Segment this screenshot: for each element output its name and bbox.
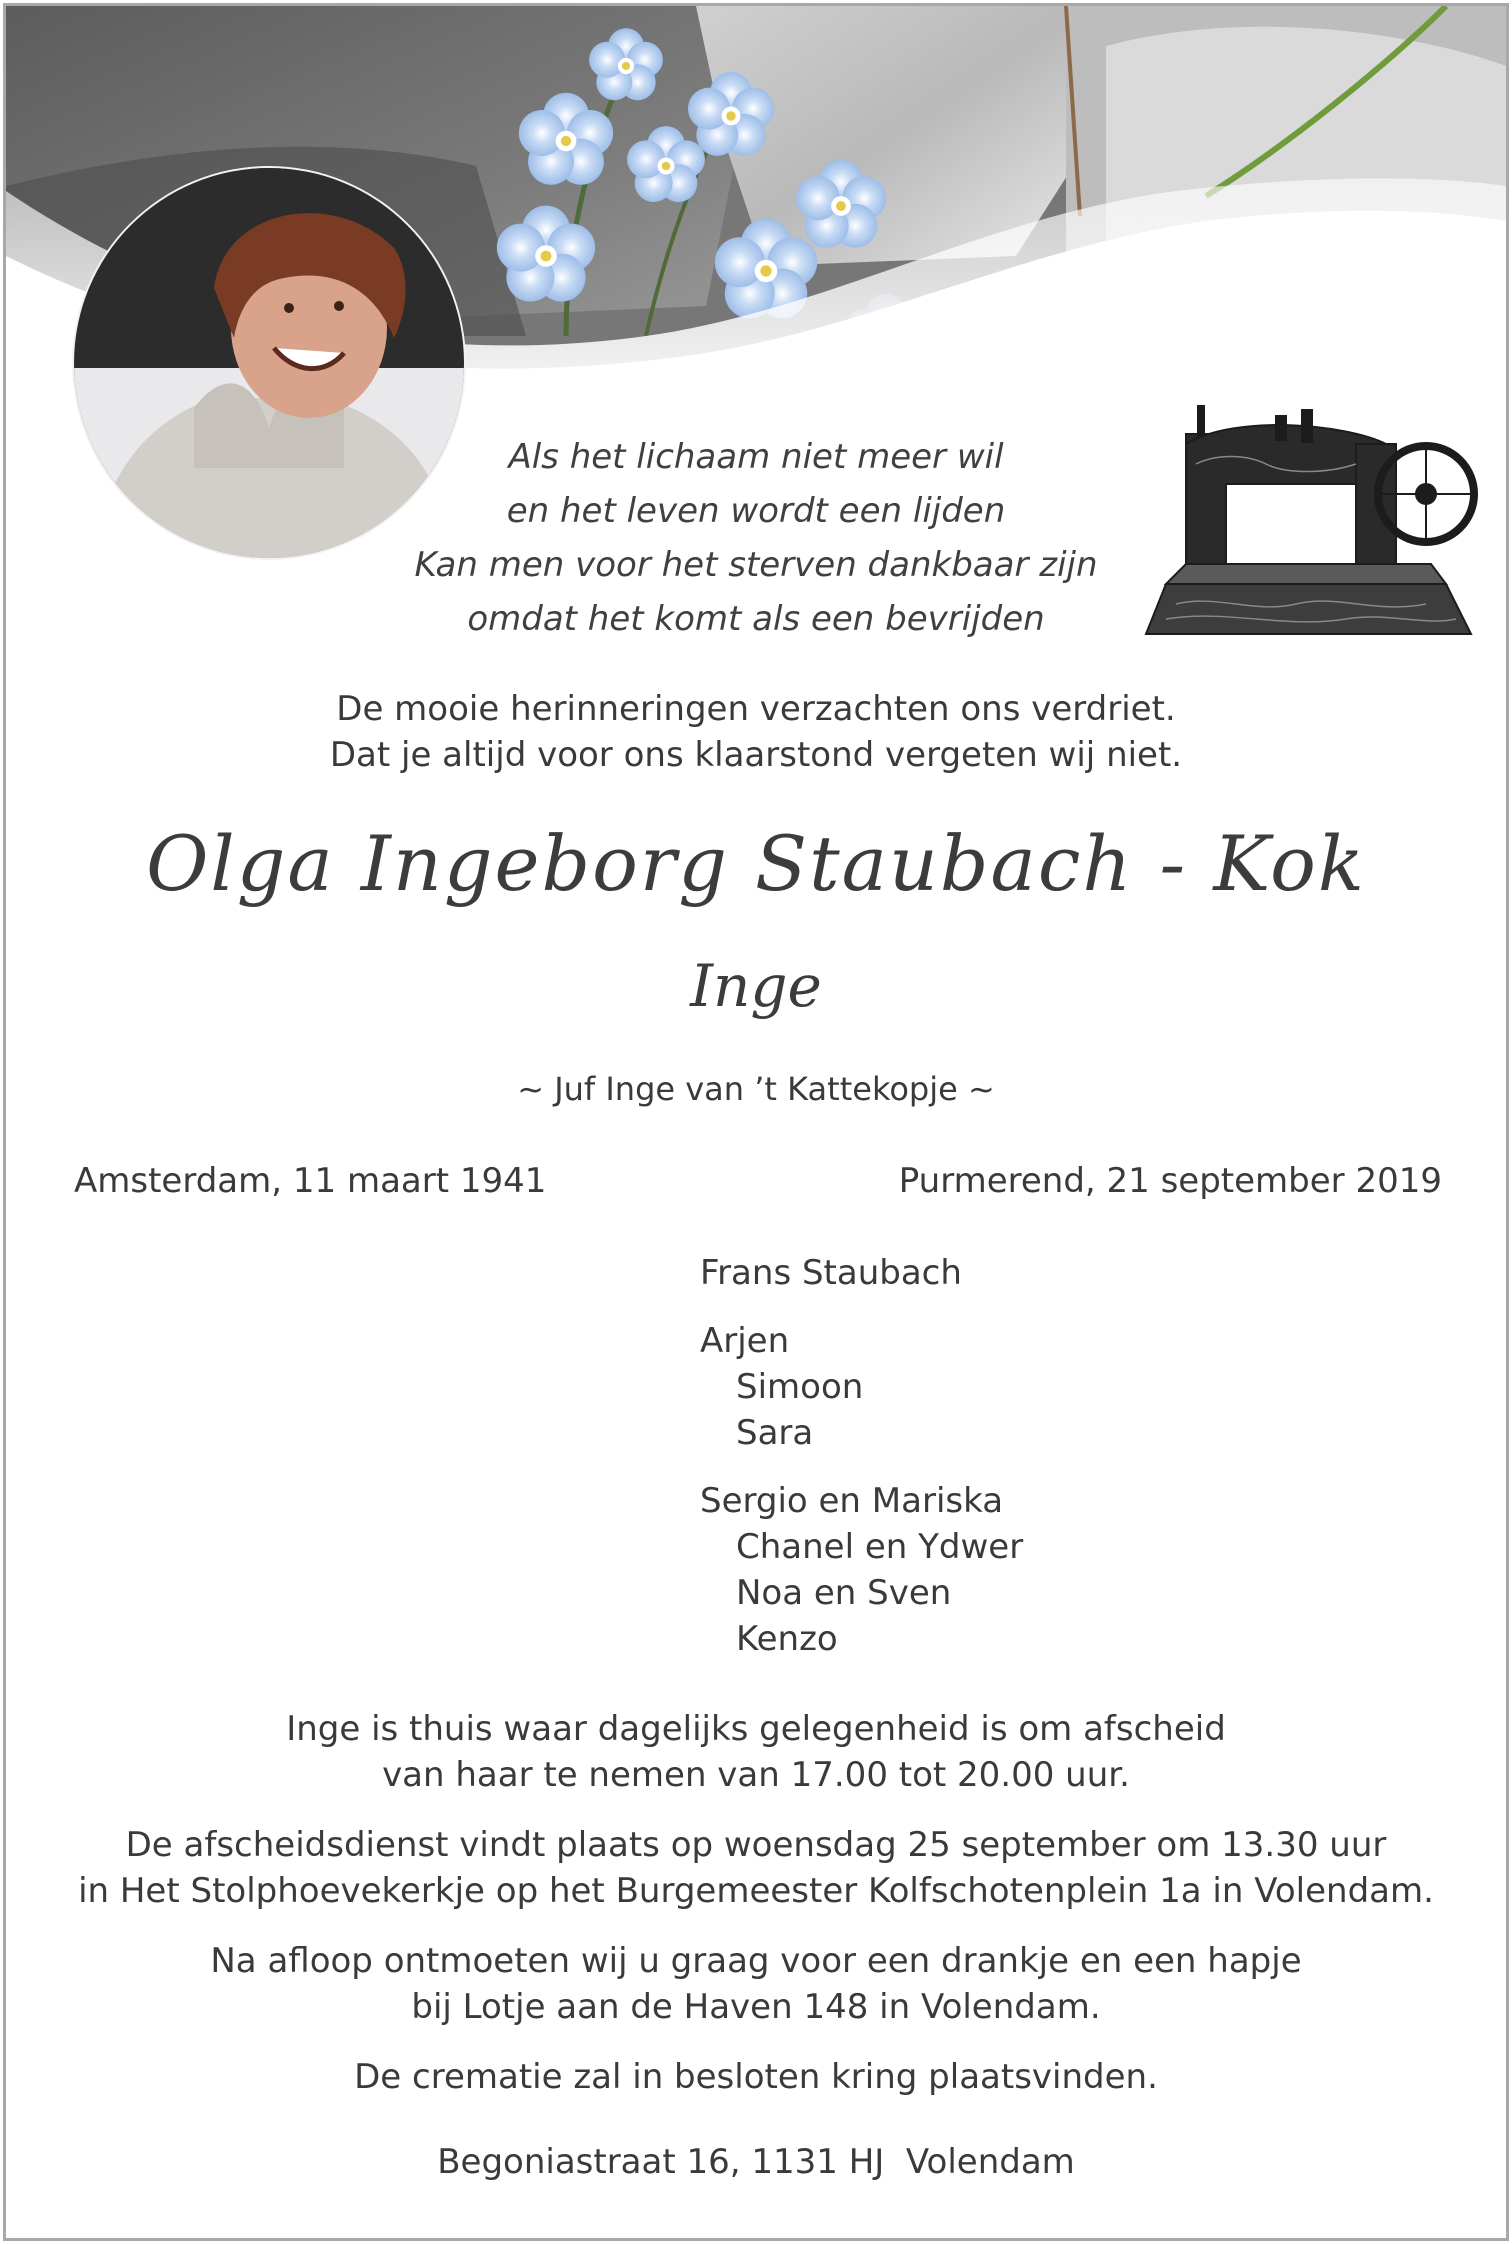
notice-line: De afscheidsdienst vindt plaats op woensdag 25 september om 13.30 uur <box>125 1825 1387 1865</box>
deceased-full-name: Olga Ingeborg Staubach - Kok <box>146 819 1366 908</box>
grandchild-name: Kenzo <box>736 1619 838 1659</box>
grandchild-name: Sara <box>736 1413 814 1453</box>
poem <box>6 430 1506 646</box>
spouse-name: Frans Staubach <box>700 1253 962 1293</box>
grandchild-name: Noa en Sven <box>736 1573 952 1613</box>
poem-line: Kan men voor het sterven dankbaar zijn <box>414 545 1098 585</box>
ceremony-notices <box>6 1706 1506 2124</box>
notice-line: van haar te nemen van 17.00 tot 20.00 uur. <box>382 1755 1130 1795</box>
birth-place-date: Amsterdam, 11 maart 1941 <box>74 1161 547 1201</box>
notice-line: in Het Stolphoevekerkje op het Burgemeester Kolfschotenplein 1a in Volendam. <box>78 1871 1434 1911</box>
family-group-name: Arjen <box>700 1321 790 1361</box>
notice-line: Inge is thuis waar dagelijks gelegenheid is om afscheid <box>286 1709 1226 1749</box>
family-group <box>700 1318 1023 1456</box>
poem-line: en het leven wordt een lijden <box>506 491 1006 531</box>
poem-line: Als het lichaam niet meer wil <box>508 437 1004 477</box>
correspondence-address: Begoniastraat 16, 1131 HJ Volendam <box>437 2142 1075 2182</box>
death-place-date: Purmerend, 21 september 2019 <box>898 1161 1442 1201</box>
notice-line: De crematie zal in besloten kring plaatsvinden. <box>354 2057 1158 2097</box>
notice-paragraph <box>6 2054 1506 2100</box>
deceased-nickname: Inge <box>690 952 822 1020</box>
grandchild-name: Simoon <box>736 1367 864 1407</box>
notice-paragraph <box>6 1938 1506 2030</box>
title-line: ~ Juf Inge van ’t Kattekopje ~ <box>517 1070 995 1108</box>
grandchild-name: Chanel en Ydwer <box>736 1527 1024 1567</box>
family-list <box>700 1250 1023 1684</box>
memories-line: Dat je altijd voor ons klaarstond vergeten wij niet. <box>329 735 1183 775</box>
family-group <box>700 1478 1023 1662</box>
notice-paragraph <box>6 1822 1506 1914</box>
notice-line: bij Lotje aan de Haven 148 in Volendam. <box>411 1987 1101 2027</box>
death-notice-card <box>3 3 1509 2241</box>
family-group-name: Sergio en Mariska <box>700 1481 1004 1521</box>
memories-line: De mooie herinneringen verzachten ons verdriet. <box>336 689 1176 729</box>
notice-paragraph <box>6 1706 1506 1798</box>
poem-line: omdat het komt als een bevrijden <box>467 599 1045 639</box>
notice-line: Na afloop ontmoeten wij u graag voor een drankje en een hapje <box>210 1941 1302 1981</box>
memories-text <box>6 686 1506 778</box>
